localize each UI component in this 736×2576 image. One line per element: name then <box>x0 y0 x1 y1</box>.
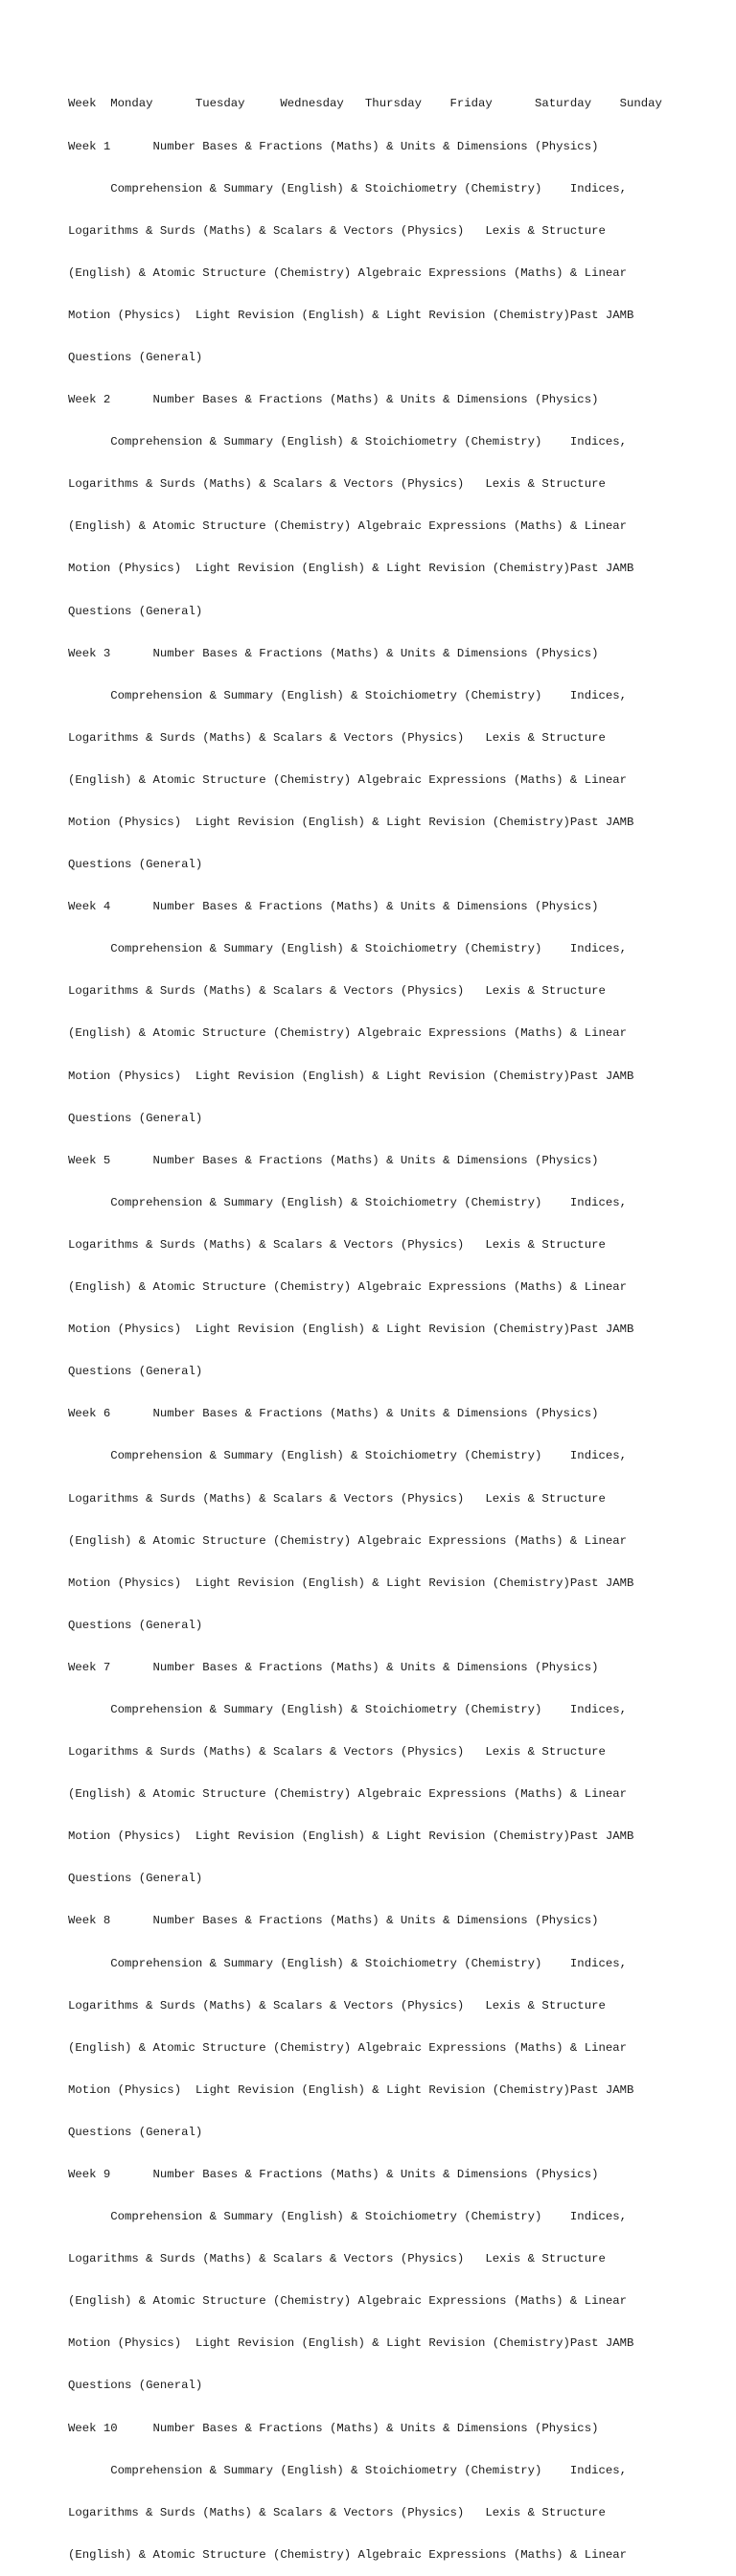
text-line: Comprehension & Summary (English) & Stoichiometry (Chemistry) Indices, <box>68 1956 627 1970</box>
text-line: (English) & Atomic Structure (Chemistry) Algebraic Expressions (Maths) & Linear <box>68 519 627 534</box>
text-line: (English) & Atomic Structure (Chemistry) Algebraic Expressions (Maths) & Linear <box>68 2547 627 2562</box>
document-body <box>68 69 681 2576</box>
text-line: Motion (Physics) Light Revision (English) & Light Revision (Chemistry)Past JAMB <box>68 2082 634 2097</box>
text-line: Logarithms & Surds (Maths) & Scalars & Vectors (Physics) Lexis & Structure <box>68 2505 606 2519</box>
text-line: Logarithms & Surds (Maths) & Scalars & Vectors (Physics) Lexis & Structure <box>68 1237 606 1252</box>
text-line: Comprehension & Summary (English) & Stoichiometry (Chemistry) Indices, <box>68 2210 627 2224</box>
text-line: (English) & Atomic Structure (Chemistry) Algebraic Expressions (Maths) & Linear <box>68 1787 627 1802</box>
text-line: (English) & Atomic Structure (Chemistry) Algebraic Expressions (Maths) & Linear <box>68 2040 627 2055</box>
text-line: Logarithms & Surds (Maths) & Scalars & Vectors (Physics) Lexis & Structure <box>68 984 606 999</box>
text-line: Comprehension & Summary (English) & Stoichiometry (Chemistry) Indices, <box>68 1449 627 1463</box>
text-line: Week 9 Number Bases & Fractions (Maths) & Units & Dimensions (Physics) <box>68 2168 599 2181</box>
text-line: Motion (Physics) Light Revision (English) & Light Revision (Chemistry)Past JAMB <box>68 1576 634 1590</box>
text-line: Questions (General) <box>68 2379 203 2393</box>
text-line: Week 5 Number Bases & Fractions (Maths) & Units & Dimensions (Physics) <box>68 1153 599 1167</box>
text-line: Motion (Physics) Light Revision (English) & Light Revision (Chemistry)Past JAMB <box>68 816 634 829</box>
text-line: (English) & Atomic Structure (Chemistry) Algebraic Expressions (Maths) & Linear <box>68 2294 627 2309</box>
text-line: (English) & Atomic Structure (Chemistry) Algebraic Expressions (Maths) & Linear <box>68 1026 627 1041</box>
text-line: Week 6 Number Bases & Fractions (Maths) & Units & Dimensions (Physics) <box>68 1407 599 1421</box>
text-line: Questions (General) <box>68 858 203 872</box>
text-line: Motion (Physics) Light Revision (English) & Light Revision (Chemistry)Past JAMB <box>68 1829 634 1844</box>
text-line: Questions (General) <box>68 1872 203 1886</box>
text-line: Questions (General) <box>68 2125 203 2139</box>
text-line: Logarithms & Surds (Maths) & Scalars & Vectors (Physics) Lexis & Structure <box>68 1998 606 2012</box>
text-line: Week 10 Number Bases & Fractions (Maths) & Units & Dimensions (Physics) <box>68 2421 599 2435</box>
text-line: Logarithms & Surds (Maths) & Scalars & Vectors (Physics) Lexis & Structure <box>68 1745 606 1760</box>
text-line: Logarithms & Surds (Maths) & Scalars & Vectors (Physics) Lexis & Structure <box>68 2252 606 2266</box>
text-line: Questions (General) <box>68 604 203 618</box>
text-line: Comprehension & Summary (English) & Stoichiometry (Chemistry) Indices, <box>68 435 627 449</box>
text-line: Logarithms & Surds (Maths) & Scalars & Vectors (Physics) Lexis & Structure <box>68 730 606 745</box>
text-line: Week Monday Tuesday Wednesday Thursday Friday Saturday Sunday <box>68 97 662 111</box>
text-line: (English) & Atomic Structure (Chemistry) Algebraic Expressions (Maths) & Linear <box>68 1280 627 1295</box>
text-line: (English) & Atomic Structure (Chemistry) Algebraic Expressions (Maths) & Linear <box>68 1533 627 1548</box>
text-line: Motion (Physics) Light Revision (English) & Light Revision (Chemistry)Past JAMB <box>68 2336 634 2351</box>
text-line: Week 1 Number Bases & Fractions (Maths) & Units & Dimensions (Physics) <box>68 139 599 153</box>
text-line: Motion (Physics) Light Revision (English) & Light Revision (Chemistry)Past JAMB <box>68 562 634 576</box>
text-line: Questions (General) <box>68 1111 203 1125</box>
text-line: Motion (Physics) Light Revision (English) & Light Revision (Chemistry)Past JAMB <box>68 1322 634 1337</box>
text-line: Comprehension & Summary (English) & Stoichiometry (Chemistry) Indices, <box>68 688 627 702</box>
text-line: Week 8 Number Bases & Fractions (Maths) & Units & Dimensions (Physics) <box>68 1914 599 1928</box>
text-line: Motion (Physics) Light Revision (English) & Light Revision (Chemistry)Past JAMB <box>68 308 634 322</box>
text-line: Week 3 Number Bases & Fractions (Maths) & Units & Dimensions (Physics) <box>68 646 599 660</box>
text-line: Comprehension & Summary (English) & Stoichiometry (Chemistry) Indices, <box>68 181 627 196</box>
text-line: Logarithms & Surds (Maths) & Scalars & Vectors (Physics) Lexis & Structure <box>68 223 606 238</box>
text-line: Comprehension & Summary (English) & Stoichiometry (Chemistry) Indices, <box>68 1195 627 1209</box>
text-line: (English) & Atomic Structure (Chemistry) Algebraic Expressions (Maths) & Linear <box>68 772 627 787</box>
text-line: Comprehension & Summary (English) & Stoichiometry (Chemistry) Indices, <box>68 2463 627 2477</box>
text-line: Questions (General) <box>68 1365 203 1379</box>
text-line: Logarithms & Surds (Maths) & Scalars & Vectors (Physics) Lexis & Structure <box>68 1491 606 1506</box>
text-line: Week 2 Number Bases & Fractions (Maths) & Units & Dimensions (Physics) <box>68 393 599 407</box>
text-line: Week 7 Number Bases & Fractions (Maths) & Units & Dimensions (Physics) <box>68 1660 599 1674</box>
text-line: Week 4 Number Bases & Fractions (Maths) & Units & Dimensions (Physics) <box>68 900 599 914</box>
text-line: Questions (General) <box>68 1618 203 1632</box>
text-line: Motion (Physics) Light Revision (English) & Light Revision (Chemistry)Past JAMB <box>68 1069 634 1083</box>
text-line: Logarithms & Surds (Maths) & Scalars & Vectors (Physics) Lexis & Structure <box>68 477 606 492</box>
text-line: Questions (General) <box>68 350 203 364</box>
text-line: (English) & Atomic Structure (Chemistry) Algebraic Expressions (Maths) & Linear <box>68 265 627 280</box>
text-line: Comprehension & Summary (English) & Stoichiometry (Chemistry) Indices, <box>68 942 627 956</box>
text-line: Comprehension & Summary (English) & Stoichiometry (Chemistry) Indices, <box>68 1702 627 1716</box>
